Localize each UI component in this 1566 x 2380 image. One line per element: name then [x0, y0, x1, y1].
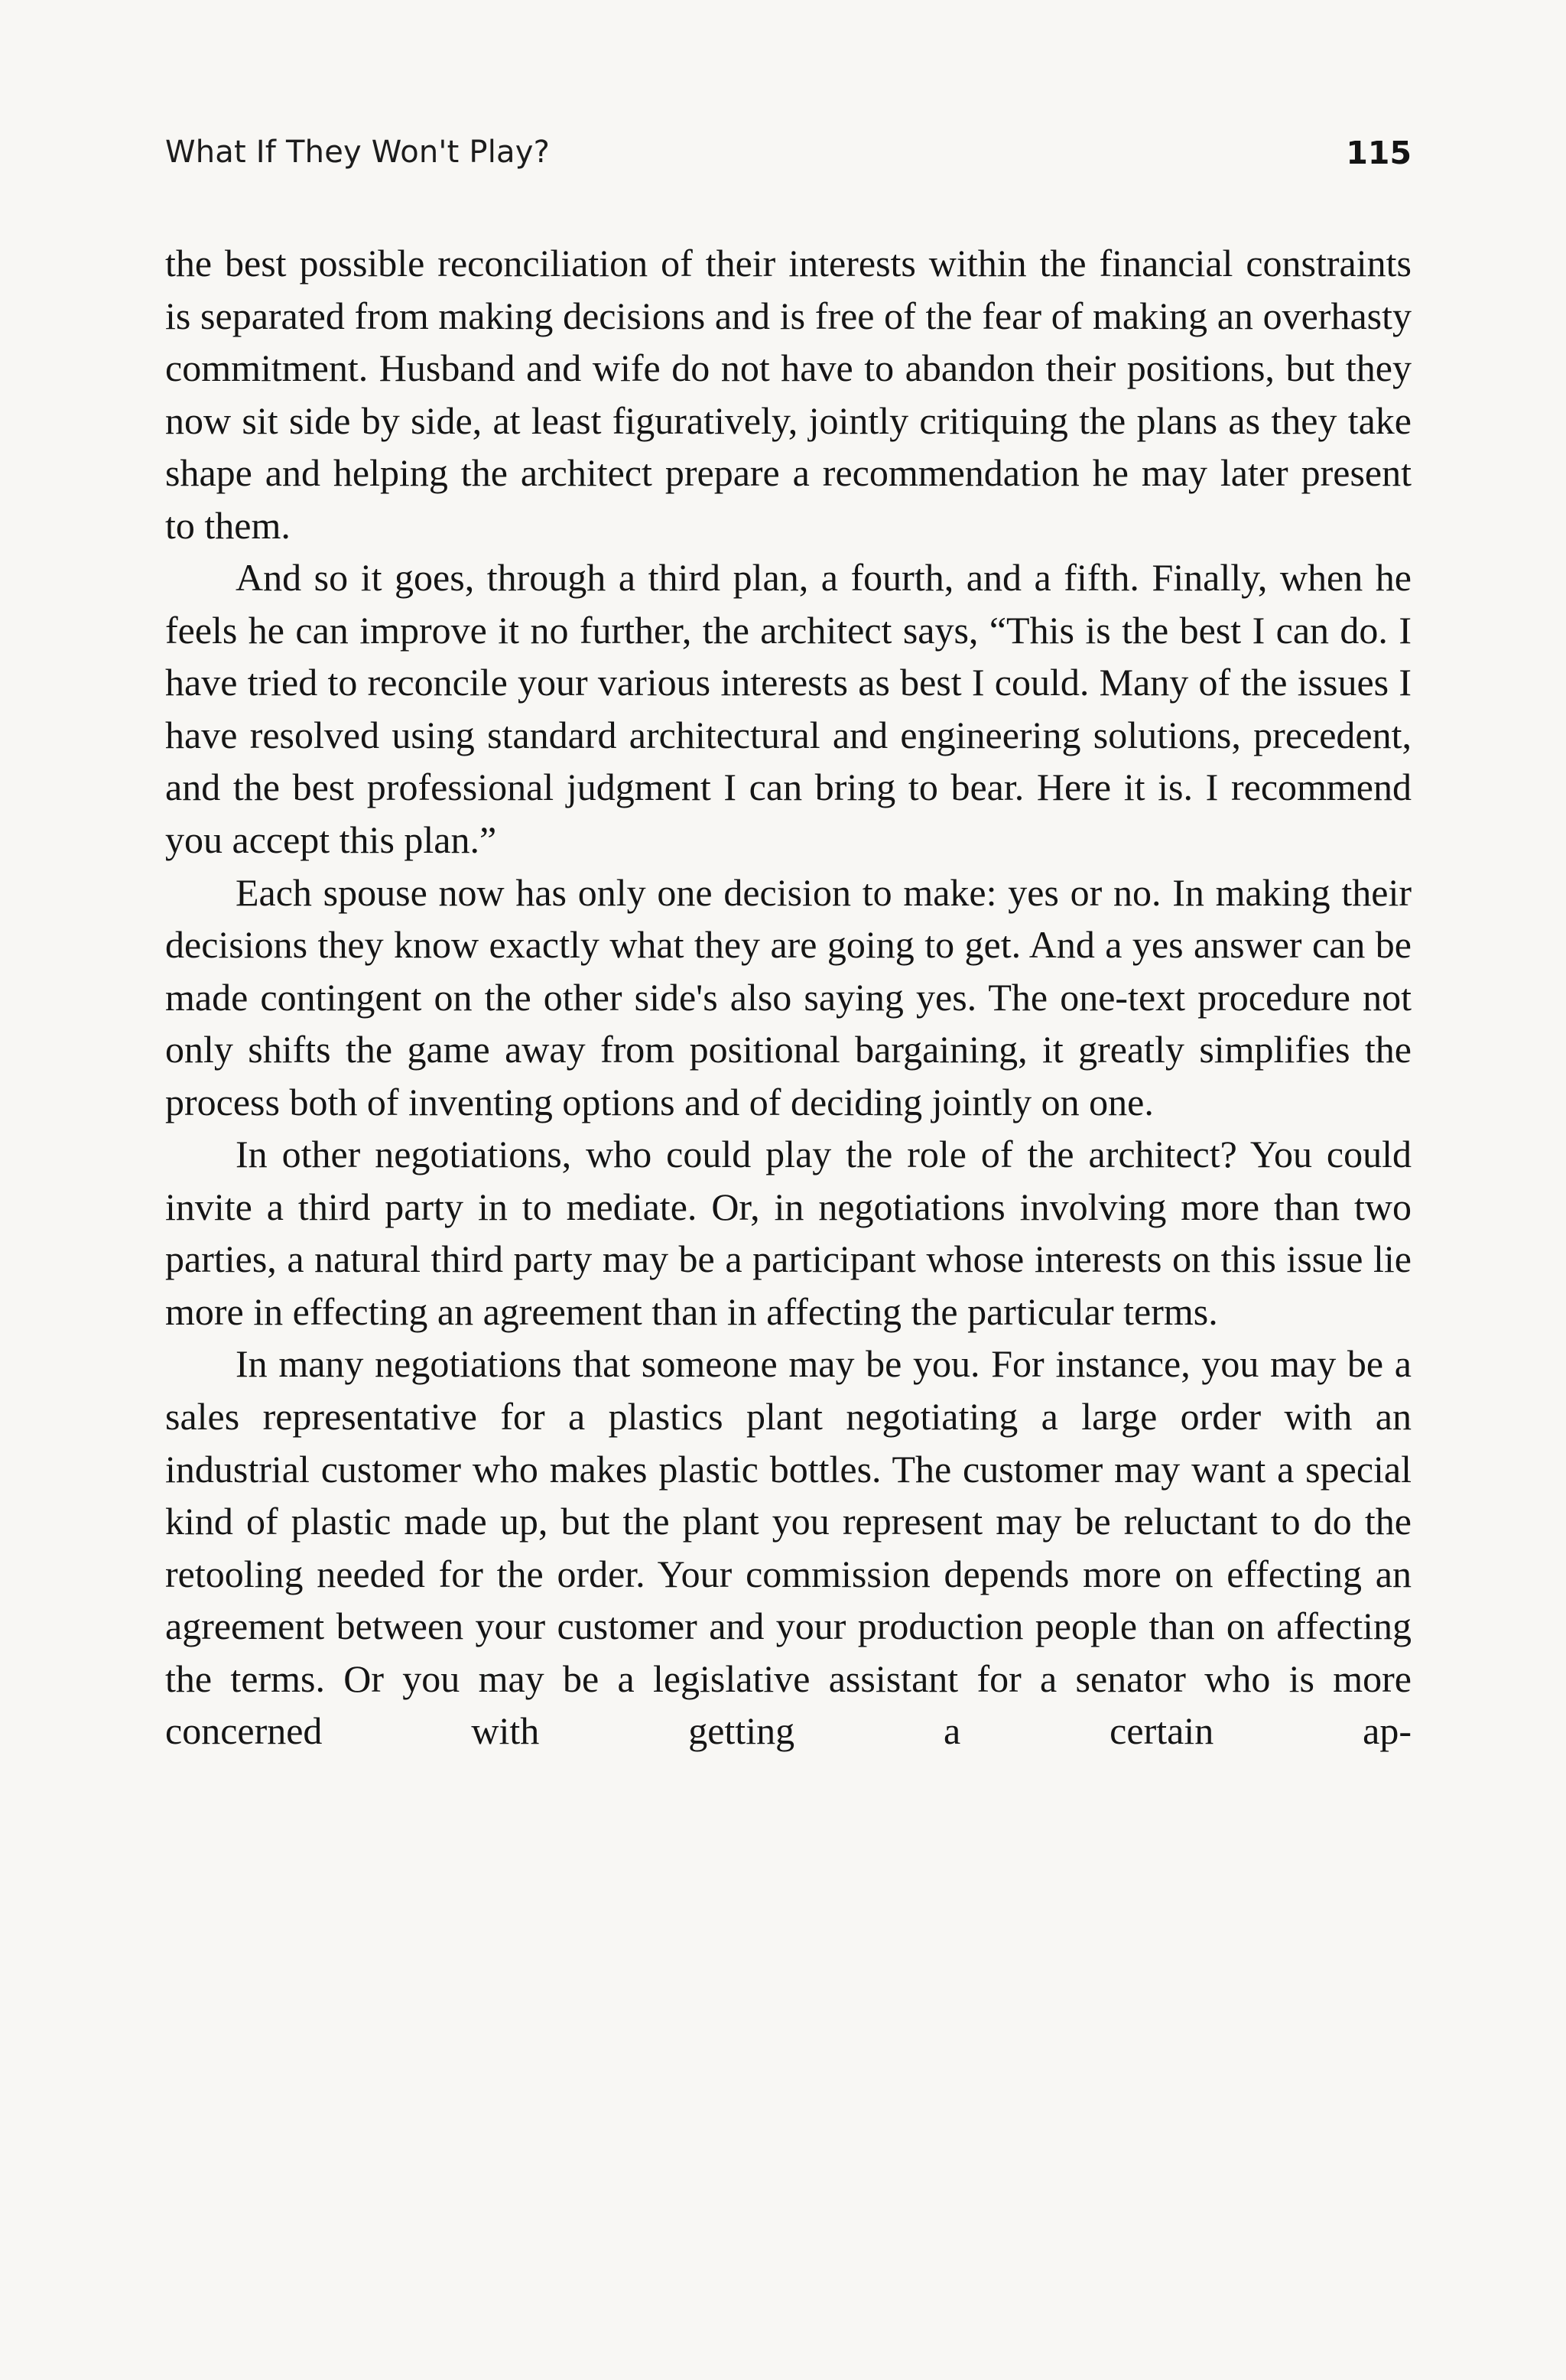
body-text: [165, 237, 1412, 1757]
paragraph: In other negotiations, who could play the role of the architect? You could invite a third party in to mediate. Or, in negotiations involving more than two parties, a natural third party may be a participant whose interests on this issue lie more in effecting an agreement than in affecting the particular terms.: [165, 1133, 1412, 1333]
paragraph: And so it goes, through a third plan, a fourth, and a fifth. Finally, when he feels he can improve it no further, the architect says, “This is the best I can do. I have tried to reconcile your various interests as best I could. Many of the issues I have resolved using standard architectural and engineering solutions, precedent, and the best professional judgment I can bring to bear. Here it is. I recommend you accept this plan.”: [165, 556, 1412, 862]
paragraph: the best possible reconciliation of their interests within the financial constraints is separated from making decisions and is free of the fear of making an overhasty commitment. Husband and wife do not have to abandon their positions, but they now sit side by side, at least figuratively, jointly critiquing the plans as they take shape and helping the architect prepare a recommendation he may later present to them.: [165, 242, 1412, 547]
paragraph: Each spouse now has only one decision to make: yes or no. In making their decisions they know exactly what they are going to get. And a yes answer can be made contingent on the other side's also saying yes. The one-text procedure not only shifts the game away from positional bargaining, it greatly simplifies the process both of inventing options and of deciding jointly on one.: [165, 870, 1412, 1123]
running-title: What If They Won't Play?: [165, 135, 551, 170]
paragraph: In many negotiations that someone may be you. For instance, you may be a sales representative for a plastics plant negotiating a large order with an industrial customer who makes plastic bottles. The customer may want a special kind of plastic made up, but the plant you represent may be reluctant to do the retooling needed for the order. Your commission depends more on effecting an agreement between your customer and your production people than on affecting the terms. Or you may be a legislative assistant for a senator who is more concerned with getting a certain ap-: [165, 1342, 1412, 1753]
page-number: 115: [1346, 135, 1412, 171]
running-head: [165, 135, 1412, 184]
